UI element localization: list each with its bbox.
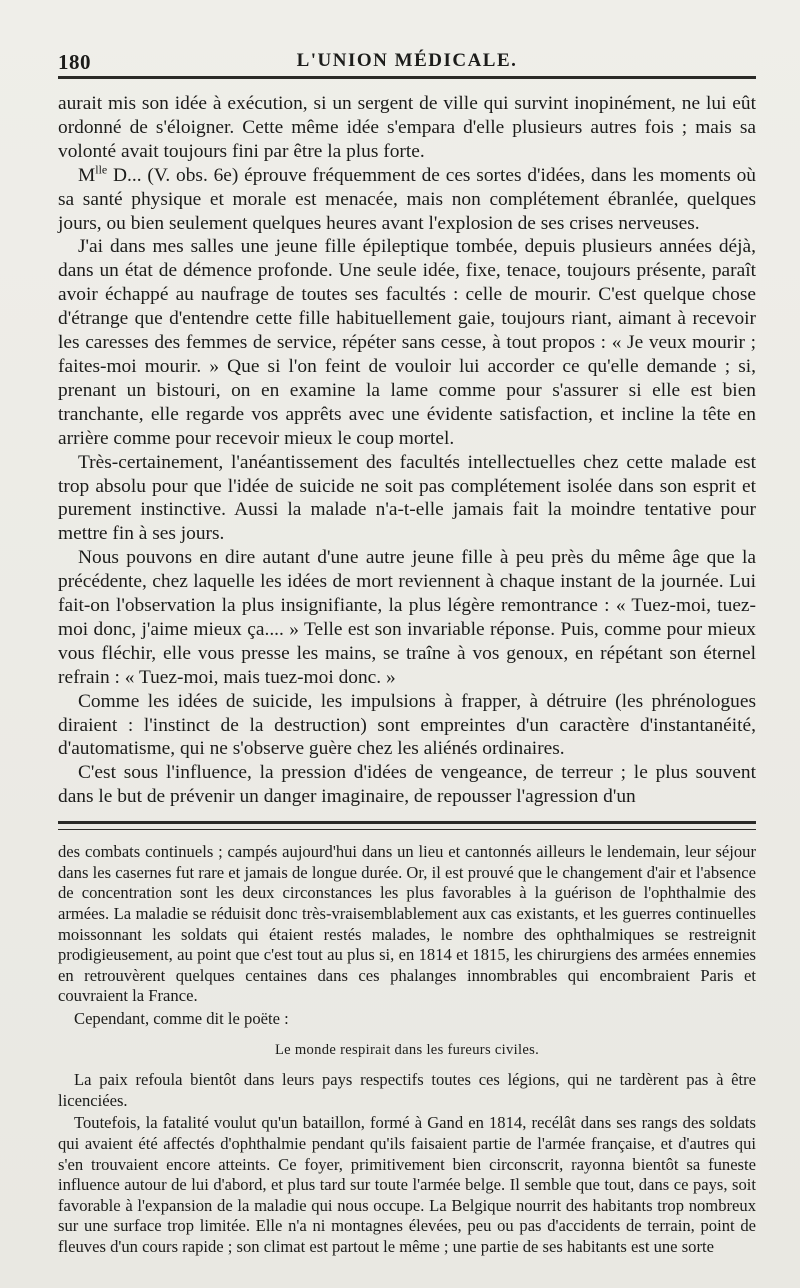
footnote-paragraph: La paix refoula bientôt dans leurs pays respectifs toutes ces légions, qui ne tardèrent pas à être licenciées. bbox=[58, 1070, 756, 1110]
footnote-rule bbox=[58, 821, 756, 830]
page-header bbox=[58, 0, 756, 74]
page-number: 180 bbox=[58, 50, 91, 74]
paragraph: Comme les idées de suicide, les impulsions à frapper, à détruire (les phrénologues diraient : l'instinct de la destruction) sont empreintes d'un caractère d'instantanéité, d'automatisme, qui ne s'observe guère chez les aliénés ordinaires. bbox=[58, 690, 756, 760]
paragraph: aurait mis son idée à exécution, si un sergent de ville qui survint inopinément, ne lui eût ordonné de s'éloigner. Cette même idée s'empara d'elle plusieurs autres fois ; mais sa volonté avait toujours fini par être la plus forte. bbox=[58, 93, 756, 162]
verse-quote: Le monde respirait dans les fureurs civiles. bbox=[274, 1041, 540, 1058]
running-title: L'UNION MÉDICALE. bbox=[296, 50, 518, 71]
footnote-paragraph: Cependant, comme dit le poëte : bbox=[74, 1008, 289, 1028]
footnote-paragraph: Toutefois, la fatalité voulut qu'un bataillon, formé à Gand en 1814, recélât dans ses rangs des soldats qui avaient été affectés d'ophthalmie pendant qu'ils faisaient partie de l'armée française, et d'autres qui s'en trouvaient encore atteints. Ce foyer, primitivement bien circonscrit, rayonna bientôt sa funeste influence autour de lui d'abord, et plus tard sur toute l'armée belge. Il semble que tout, dans ce pays, soit favorable à l'expansion de la maladie qui nous occupe. La Belgique nourrit des habitants trop nombreux sur une surface trop limitée. Elle n'a ni montagnes élevées, peu ou pas d'accidents de terrain, point de fleuves d'un cours rapide ; son climat est partout le même ; une partie de ses habitants est une sorte bbox=[58, 1113, 756, 1256]
footnote-paragraph: des combats continuels ; campés aujourd'hui dans un lieu et cantonnés ailleurs le lendemain, leur séjour dans les casernes fut rare et jamais de longue durée. Or, il est prouvé que le changement d'air et l'absence de concentration sont les deux circonstances les plus favorables à la guérison de l'ophthalmie des armées. La maladie se réduisit donc très-vraisemblablement aux cas existants, et les guerres continuelles moissonnant les soldats qui étaient restés malades, le nombre des ophthalmiques se restreignit prodigieusement, au point que c'est tout au plus si, en 1814 et 1815, les chirurgiens des armées ennemies en retrouvèrent quelques centaines dans ces phalanges innombrables qui encombraient Paris et couvraient la France. bbox=[58, 842, 756, 1006]
abbrev-mlle: M bbox=[78, 164, 96, 186]
abbrev-superscript: lle bbox=[95, 162, 108, 177]
paragraph bbox=[58, 164, 756, 236]
main-text bbox=[58, 74, 756, 809]
footnote bbox=[58, 830, 756, 1257]
paragraph: C'est sous l'influence, la pression d'idées de vengeance, de terreur ; le plus souvent dans le but de prévenir un danger imaginaire, de repousser l'agression d'un bbox=[58, 762, 756, 808]
paragraph-text: D... (V. obs. 6e) éprouve fréquemment de ces sortes d'idées, dans les moments où sa santé physique et morale est menacée, mais non complétement ébranlée, quelques jours, ou bien seulement quelques heures avant l'explosion de ses crises nerveuses. bbox=[58, 164, 756, 234]
paragraph: Très-certainement, l'anéantissement des facultés intellectuelles chez cette malade est trop absolu pour que l'idée de suicide ne soit pas complétement isolée dans son esprit et purement instinctive. Aussi la malade n'a-t-elle jamais fait la moindre tentative pour mettre fin à ses jours. bbox=[58, 451, 756, 545]
paragraph: J'ai dans mes salles une jeune fille épileptique tombée, depuis plusieurs années déjà, dans un état de démence profonde. Une seule idée, fixe, tenace, toujours présente, paraît avoir échappé au naufrage de toutes ses facultés : celle de mourir. C'est quelque chose d'étrange que d'entendre cette fille habituellement gaie, toujours riant, aimant à recevoir les caresses des femmes de service, répéter sans cesse, à tout propos : « Je veux mourir ; faites-moi mourir. » Que si l'on feint de vouloir lui accorder ce qu'elle demande ; si, prenant un bistouri, on en examine la lame comme pour s'assurer si elle est bien tranchante, elle regarde vos apprêts avec une évidente satisfaction, et incline la tête en arrière comme pour recevoir mieux le coup mortel. bbox=[58, 236, 756, 449]
paragraph: Nous pouvons en dire autant d'une autre jeune fille à peu près du même âge que la précédente, chez laquelle les idées de mort reviennent à chaque instant de la journée. Lui fait-on l'observation la plus insignifiante, la plus légère remontrance : « Tuez-moi, tuez-moi donc, j'aime mieux ça.... » Telle est son invariable réponse. Puis, comme pour mieux vous fléchir, elle vous presse les mains, se traîne à vos genoux, en répétant son éternel refrain : « Tuez-moi, mais tuez-moi donc. » bbox=[58, 547, 756, 688]
header-rule bbox=[58, 76, 756, 79]
